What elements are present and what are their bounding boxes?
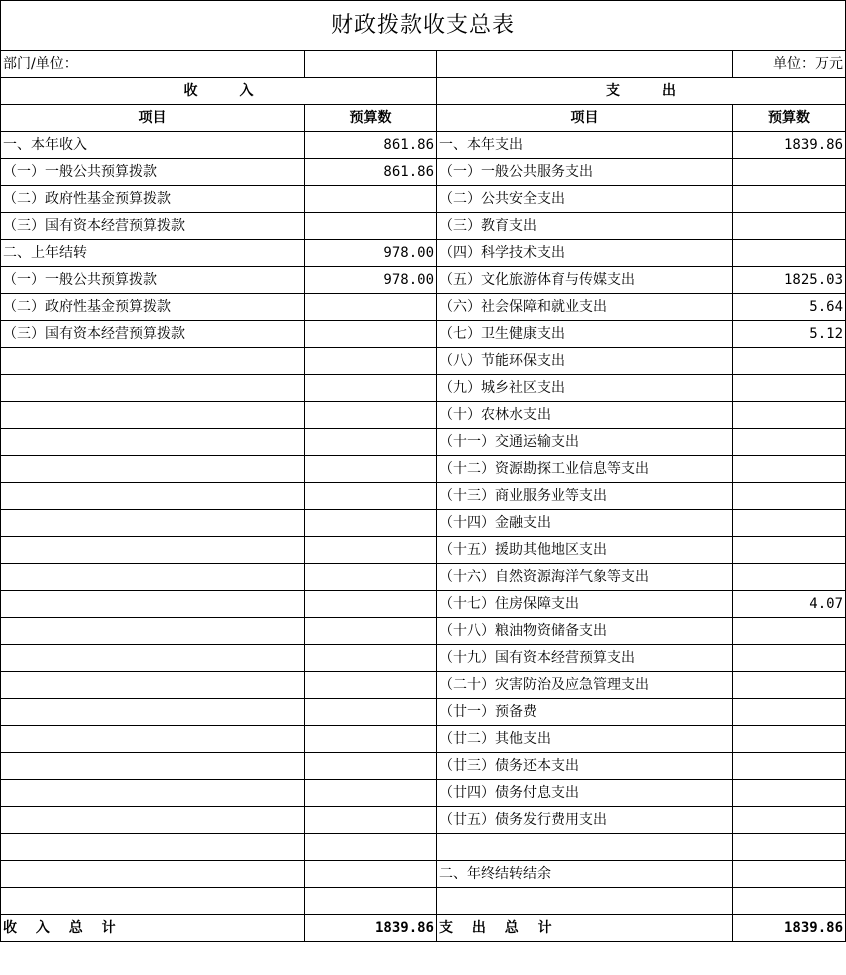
section-row bbox=[1, 78, 846, 105]
expense-value-cell: 1825.03 bbox=[733, 267, 846, 294]
table-row bbox=[1, 483, 846, 510]
expense-item-cell: （十一）交通运输支出 bbox=[437, 429, 733, 456]
income-value-cell: 978.00 bbox=[305, 267, 437, 294]
income-value-cell bbox=[305, 645, 437, 672]
expense-item-cell: （十七）住房保障支出 bbox=[437, 591, 733, 618]
expense-value-cell: 4.07 bbox=[733, 591, 846, 618]
table-row bbox=[1, 807, 846, 834]
expense-item-cell: （七）卫生健康支出 bbox=[437, 321, 733, 348]
table-row bbox=[1, 159, 846, 186]
expense-value-cell bbox=[733, 645, 846, 672]
income-item-cell bbox=[1, 564, 305, 591]
expense-value-cell bbox=[733, 375, 846, 402]
expense-value-cell bbox=[733, 861, 846, 888]
table-row bbox=[1, 564, 846, 591]
income-value-cell bbox=[305, 861, 437, 888]
income-value-cell bbox=[305, 456, 437, 483]
income-value-cell bbox=[305, 753, 437, 780]
expense-value-cell bbox=[733, 159, 846, 186]
expense-value-cell bbox=[733, 834, 846, 861]
expense-value-cell bbox=[733, 240, 846, 267]
expense-value-cell bbox=[733, 537, 846, 564]
income-item-cell bbox=[1, 672, 305, 699]
income-value-cell bbox=[305, 375, 437, 402]
meta-row bbox=[1, 51, 846, 78]
expense-value-cell bbox=[733, 510, 846, 537]
income-value-cell bbox=[305, 402, 437, 429]
expense-item-cell: （四）科学技术支出 bbox=[437, 240, 733, 267]
table-row bbox=[1, 726, 846, 753]
expense-value-cell bbox=[733, 807, 846, 834]
table-row bbox=[1, 321, 846, 348]
expense-item-cell: （十三）商业服务业等支出 bbox=[437, 483, 733, 510]
total-row bbox=[1, 915, 846, 942]
income-total-value: 1839.86 bbox=[305, 915, 437, 942]
expense-item-cell: （二）公共安全支出 bbox=[437, 186, 733, 213]
expense-item-cell: （廿二）其他支出 bbox=[437, 726, 733, 753]
expense-value-cell: 5.12 bbox=[733, 321, 846, 348]
income-item-cell bbox=[1, 483, 305, 510]
income-value-cell bbox=[305, 537, 437, 564]
expense-item-cell: （廿五）债务发行费用支出 bbox=[437, 807, 733, 834]
income-item-cell bbox=[1, 888, 305, 915]
expense-total-value: 1839.86 bbox=[733, 915, 846, 942]
income-value-cell bbox=[305, 294, 437, 321]
income-total-label: 收 入 总 计 bbox=[1, 915, 305, 942]
expense-item-cell: （十八）粮油物资储备支出 bbox=[437, 618, 733, 645]
expense-item-cell: （十五）援助其他地区支出 bbox=[437, 537, 733, 564]
table-row bbox=[1, 699, 846, 726]
income-item-cell bbox=[1, 402, 305, 429]
expense-item-cell: （六）社会保障和就业支出 bbox=[437, 294, 733, 321]
income-item-cell: （三）国有资本经营预算拨款 bbox=[1, 213, 305, 240]
expense-value-cell bbox=[733, 213, 846, 240]
expense-value-cell bbox=[733, 186, 846, 213]
income-item-cell: （一）一般公共预算拨款 bbox=[1, 159, 305, 186]
income-item-cell bbox=[1, 807, 305, 834]
title-row bbox=[1, 1, 846, 51]
expense-value-cell bbox=[733, 429, 846, 456]
income-item-cell bbox=[1, 753, 305, 780]
income-item-cell bbox=[1, 834, 305, 861]
expense-item-cell: 二、年终结转结余 bbox=[437, 861, 733, 888]
table-row bbox=[1, 753, 846, 780]
table-row bbox=[1, 537, 846, 564]
income-item-cell bbox=[1, 429, 305, 456]
income-item-cell: （二）政府性基金预算拨款 bbox=[1, 294, 305, 321]
income-value-cell bbox=[305, 726, 437, 753]
expense-item-cell: （二十）灾害防治及应急管理支出 bbox=[437, 672, 733, 699]
expense-item-cell: （廿三）债务还本支出 bbox=[437, 753, 733, 780]
income-item-cell bbox=[1, 456, 305, 483]
income-item-cell bbox=[1, 348, 305, 375]
expense-item-cell: （十六）自然资源海洋气象等支出 bbox=[437, 564, 733, 591]
income-budget-header: 预算数 bbox=[305, 105, 437, 132]
income-value-cell bbox=[305, 591, 437, 618]
income-value-cell bbox=[305, 564, 437, 591]
table-row bbox=[1, 294, 846, 321]
expense-item-cell: （八）节能环保支出 bbox=[437, 348, 733, 375]
income-value-cell bbox=[305, 213, 437, 240]
table-row bbox=[1, 780, 846, 807]
expense-item-cell: （五）文化旅游体育与传媒支出 bbox=[437, 267, 733, 294]
expense-item-cell: （九）城乡社区支出 bbox=[437, 375, 733, 402]
expense-item-cell bbox=[437, 888, 733, 915]
income-value-cell bbox=[305, 510, 437, 537]
unit-label: 单位：万元 bbox=[733, 51, 846, 78]
expense-value-cell bbox=[733, 564, 846, 591]
income-value-cell bbox=[305, 186, 437, 213]
income-item-cell bbox=[1, 591, 305, 618]
expense-value-cell bbox=[733, 618, 846, 645]
expense-total-label: 支 出 总 计 bbox=[437, 915, 733, 942]
table-row bbox=[1, 834, 846, 861]
expense-item-header: 项目 bbox=[437, 105, 733, 132]
expense-value-cell bbox=[733, 348, 846, 375]
expense-value-cell: 1839.86 bbox=[733, 132, 846, 159]
income-item-cell: 二、上年结转 bbox=[1, 240, 305, 267]
income-value-cell bbox=[305, 429, 437, 456]
income-item-cell: （二）政府性基金预算拨款 bbox=[1, 186, 305, 213]
income-value-cell bbox=[305, 780, 437, 807]
income-value-cell bbox=[305, 348, 437, 375]
table-row bbox=[1, 618, 846, 645]
table-row bbox=[1, 267, 846, 294]
income-item-cell bbox=[1, 510, 305, 537]
income-item-cell bbox=[1, 618, 305, 645]
income-value-cell bbox=[305, 672, 437, 699]
income-item-cell bbox=[1, 537, 305, 564]
table-row bbox=[1, 591, 846, 618]
expense-item-cell: （十九）国有资本经营预算支出 bbox=[437, 645, 733, 672]
income-item-cell bbox=[1, 645, 305, 672]
expense-item-cell: （一）一般公共服务支出 bbox=[437, 159, 733, 186]
income-item-cell: （三）国有资本经营预算拨款 bbox=[1, 321, 305, 348]
expense-section-header: 支 出 bbox=[437, 78, 846, 105]
page-title: 财政拨款收支总表 bbox=[1, 1, 846, 51]
expense-value-cell bbox=[733, 780, 846, 807]
table-row bbox=[1, 375, 846, 402]
dept-label: 部门/单位： bbox=[1, 51, 305, 78]
expense-value-cell bbox=[733, 456, 846, 483]
expense-value-cell bbox=[733, 699, 846, 726]
income-value-cell bbox=[305, 618, 437, 645]
table-row bbox=[1, 861, 846, 888]
expense-item-cell: （廿四）债务付息支出 bbox=[437, 780, 733, 807]
income-value-cell bbox=[305, 807, 437, 834]
income-section-header: 收 入 bbox=[1, 78, 437, 105]
table-row bbox=[1, 213, 846, 240]
expense-item-cell: 一、本年支出 bbox=[437, 132, 733, 159]
expense-item-cell: （十二）资源勘探工业信息等支出 bbox=[437, 456, 733, 483]
income-value-cell: 978.00 bbox=[305, 240, 437, 267]
income-item-cell bbox=[1, 861, 305, 888]
table-row bbox=[1, 456, 846, 483]
table-row bbox=[1, 645, 846, 672]
income-value-cell bbox=[305, 888, 437, 915]
expense-value-cell: 5.64 bbox=[733, 294, 846, 321]
dept-value bbox=[305, 51, 437, 78]
meta-spacer bbox=[437, 51, 733, 78]
income-value-cell bbox=[305, 699, 437, 726]
expense-value-cell bbox=[733, 888, 846, 915]
expense-item-cell: （十四）金融支出 bbox=[437, 510, 733, 537]
income-item-cell bbox=[1, 699, 305, 726]
table-row bbox=[1, 402, 846, 429]
income-value-cell bbox=[305, 834, 437, 861]
income-item-cell bbox=[1, 726, 305, 753]
expense-item-cell: （三）教育支出 bbox=[437, 213, 733, 240]
expense-value-cell bbox=[733, 726, 846, 753]
income-value-cell bbox=[305, 321, 437, 348]
expense-item-cell: （十）农林水支出 bbox=[437, 402, 733, 429]
column-header-row bbox=[1, 105, 846, 132]
income-item-header: 项目 bbox=[1, 105, 305, 132]
expense-value-cell bbox=[733, 672, 846, 699]
expense-item-cell bbox=[437, 834, 733, 861]
expense-budget-header: 预算数 bbox=[733, 105, 846, 132]
expense-value-cell bbox=[733, 402, 846, 429]
income-value-cell: 861.86 bbox=[305, 132, 437, 159]
table-row bbox=[1, 186, 846, 213]
table-row bbox=[1, 429, 846, 456]
table-row bbox=[1, 888, 846, 915]
expense-item-cell: （廿一）预备费 bbox=[437, 699, 733, 726]
income-item-cell: （一）一般公共预算拨款 bbox=[1, 267, 305, 294]
expense-value-cell bbox=[733, 483, 846, 510]
table-row bbox=[1, 132, 846, 159]
expense-value-cell bbox=[733, 753, 846, 780]
table-row bbox=[1, 240, 846, 267]
income-item-cell bbox=[1, 375, 305, 402]
table-row bbox=[1, 672, 846, 699]
income-value-cell: 861.86 bbox=[305, 159, 437, 186]
income-item-cell: 一、本年收入 bbox=[1, 132, 305, 159]
table-row bbox=[1, 348, 846, 375]
table-row bbox=[1, 510, 846, 537]
income-item-cell bbox=[1, 780, 305, 807]
income-value-cell bbox=[305, 483, 437, 510]
